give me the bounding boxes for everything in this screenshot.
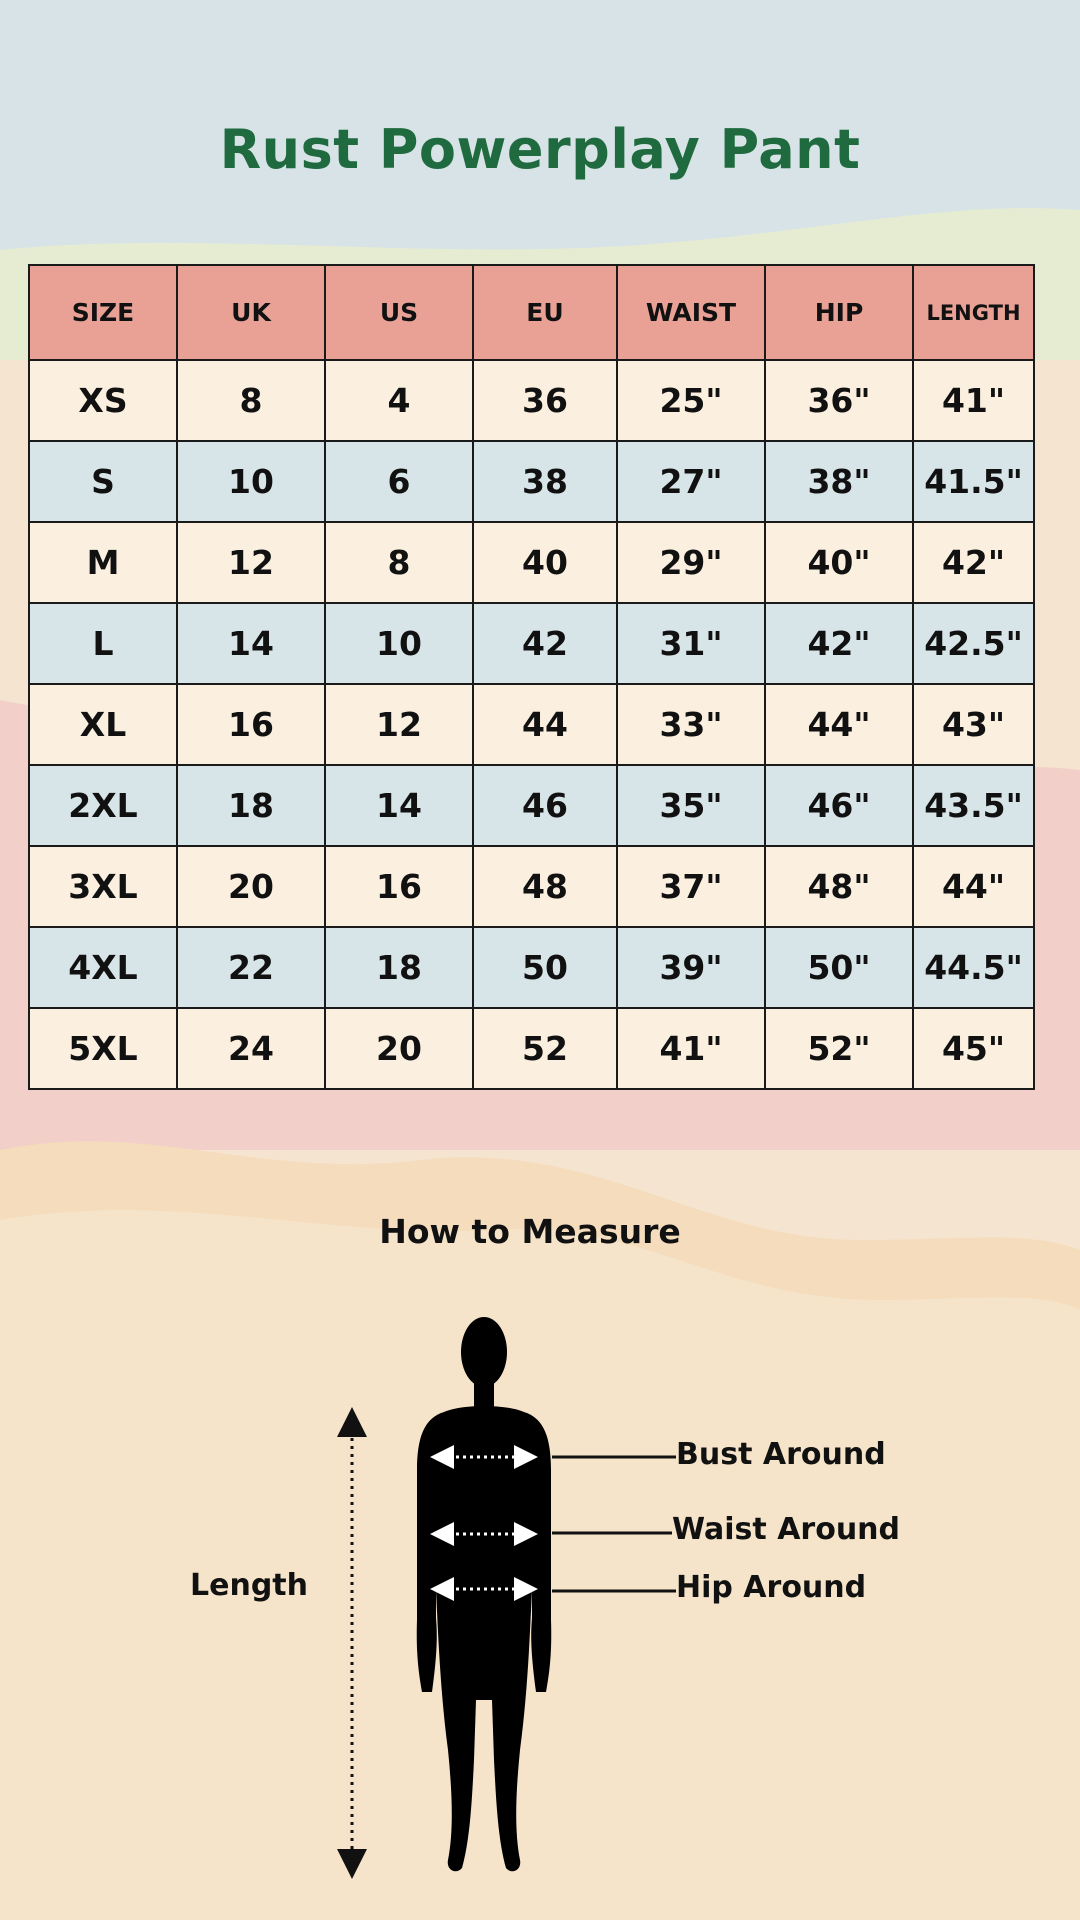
cell-uk: 18 (177, 765, 325, 846)
cell-hip: 40" (765, 522, 913, 603)
table-row (29, 522, 1034, 603)
header-size: SIZE (29, 265, 177, 360)
cell-hip: 44" (765, 684, 913, 765)
size-chart-table (28, 264, 1035, 1090)
cell-size: 2XL (29, 765, 177, 846)
cell-us: 18 (325, 927, 473, 1008)
cell-eu: 52 (473, 1008, 617, 1089)
measurement-diagram (0, 1300, 1080, 1900)
how-to-measure-title: How to Measure (379, 1212, 681, 1251)
cell-us: 12 (325, 684, 473, 765)
cell-eu: 36 (473, 360, 617, 441)
header-uk: UK (177, 265, 325, 360)
cell-eu: 38 (473, 441, 617, 522)
cell-size: L (29, 603, 177, 684)
cell-uk: 8 (177, 360, 325, 441)
cell-hip: 52" (765, 1008, 913, 1089)
table-row (29, 603, 1034, 684)
cell-length: 44.5" (913, 927, 1034, 1008)
header-hip: HIP (765, 265, 913, 360)
cell-us: 8 (325, 522, 473, 603)
cell-eu: 46 (473, 765, 617, 846)
cell-uk: 24 (177, 1008, 325, 1089)
cell-us: 10 (325, 603, 473, 684)
header-eu: EU (473, 265, 617, 360)
cell-hip: 42" (765, 603, 913, 684)
cell-waist: 41" (617, 1008, 765, 1089)
cell-eu: 48 (473, 846, 617, 927)
cell-length: 42.5" (913, 603, 1034, 684)
cell-hip: 36" (765, 360, 913, 441)
cell-uk: 16 (177, 684, 325, 765)
table-row (29, 846, 1034, 927)
cell-us: 16 (325, 846, 473, 927)
cell-waist: 31" (617, 603, 765, 684)
bust-around-label: Bust Around (676, 1437, 886, 1472)
cell-us: 6 (325, 441, 473, 522)
header-us: US (325, 265, 473, 360)
cell-waist: 29" (617, 522, 765, 603)
cell-eu: 42 (473, 603, 617, 684)
waist-around-label: Waist Around (672, 1512, 901, 1547)
cell-length: 43" (913, 684, 1034, 765)
cell-uk: 12 (177, 522, 325, 603)
cell-waist: 33" (617, 684, 765, 765)
table-row (29, 360, 1034, 441)
cell-hip: 38" (765, 441, 913, 522)
cell-hip: 48" (765, 846, 913, 927)
cell-uk: 14 (177, 603, 325, 684)
cell-length: 45" (913, 1008, 1034, 1089)
cell-waist: 25" (617, 360, 765, 441)
table-row (29, 1008, 1034, 1089)
cell-waist: 27" (617, 441, 765, 522)
cell-size: XL (29, 684, 177, 765)
cell-waist: 35" (617, 765, 765, 846)
page-title: Rust Powerplay Pant (219, 118, 861, 181)
cell-size: 5XL (29, 1008, 177, 1089)
table-row (29, 684, 1034, 765)
cell-eu: 44 (473, 684, 617, 765)
cell-size: S (29, 441, 177, 522)
cell-size: 4XL (29, 927, 177, 1008)
cell-size: M (29, 522, 177, 603)
body-silhouette-icon (417, 1317, 552, 1871)
cell-uk: 10 (177, 441, 325, 522)
table-row (29, 441, 1034, 522)
length-label: Length (190, 1568, 308, 1603)
cell-length: 44" (913, 846, 1034, 927)
cell-uk: 22 (177, 927, 325, 1008)
table-header-row (29, 265, 1034, 360)
cell-hip: 50" (765, 927, 913, 1008)
cell-us: 20 (325, 1008, 473, 1089)
cell-uk: 20 (177, 846, 325, 927)
cell-length: 41" (913, 360, 1034, 441)
cell-length: 43.5" (913, 765, 1034, 846)
cell-length: 41.5" (913, 441, 1034, 522)
cell-waist: 37" (617, 846, 765, 927)
header-waist: WAIST (617, 265, 765, 360)
header-length: LENGTH (913, 265, 1034, 360)
cell-eu: 40 (473, 522, 617, 603)
table-row (29, 765, 1034, 846)
cell-length: 42" (913, 522, 1034, 603)
cell-size: XS (29, 360, 177, 441)
cell-eu: 50 (473, 927, 617, 1008)
cell-hip: 46" (765, 765, 913, 846)
cell-size: 3XL (29, 846, 177, 927)
cell-us: 4 (325, 360, 473, 441)
cell-us: 14 (325, 765, 473, 846)
table-row (29, 927, 1034, 1008)
hip-around-label: Hip Around (676, 1570, 867, 1605)
cell-waist: 39" (617, 927, 765, 1008)
